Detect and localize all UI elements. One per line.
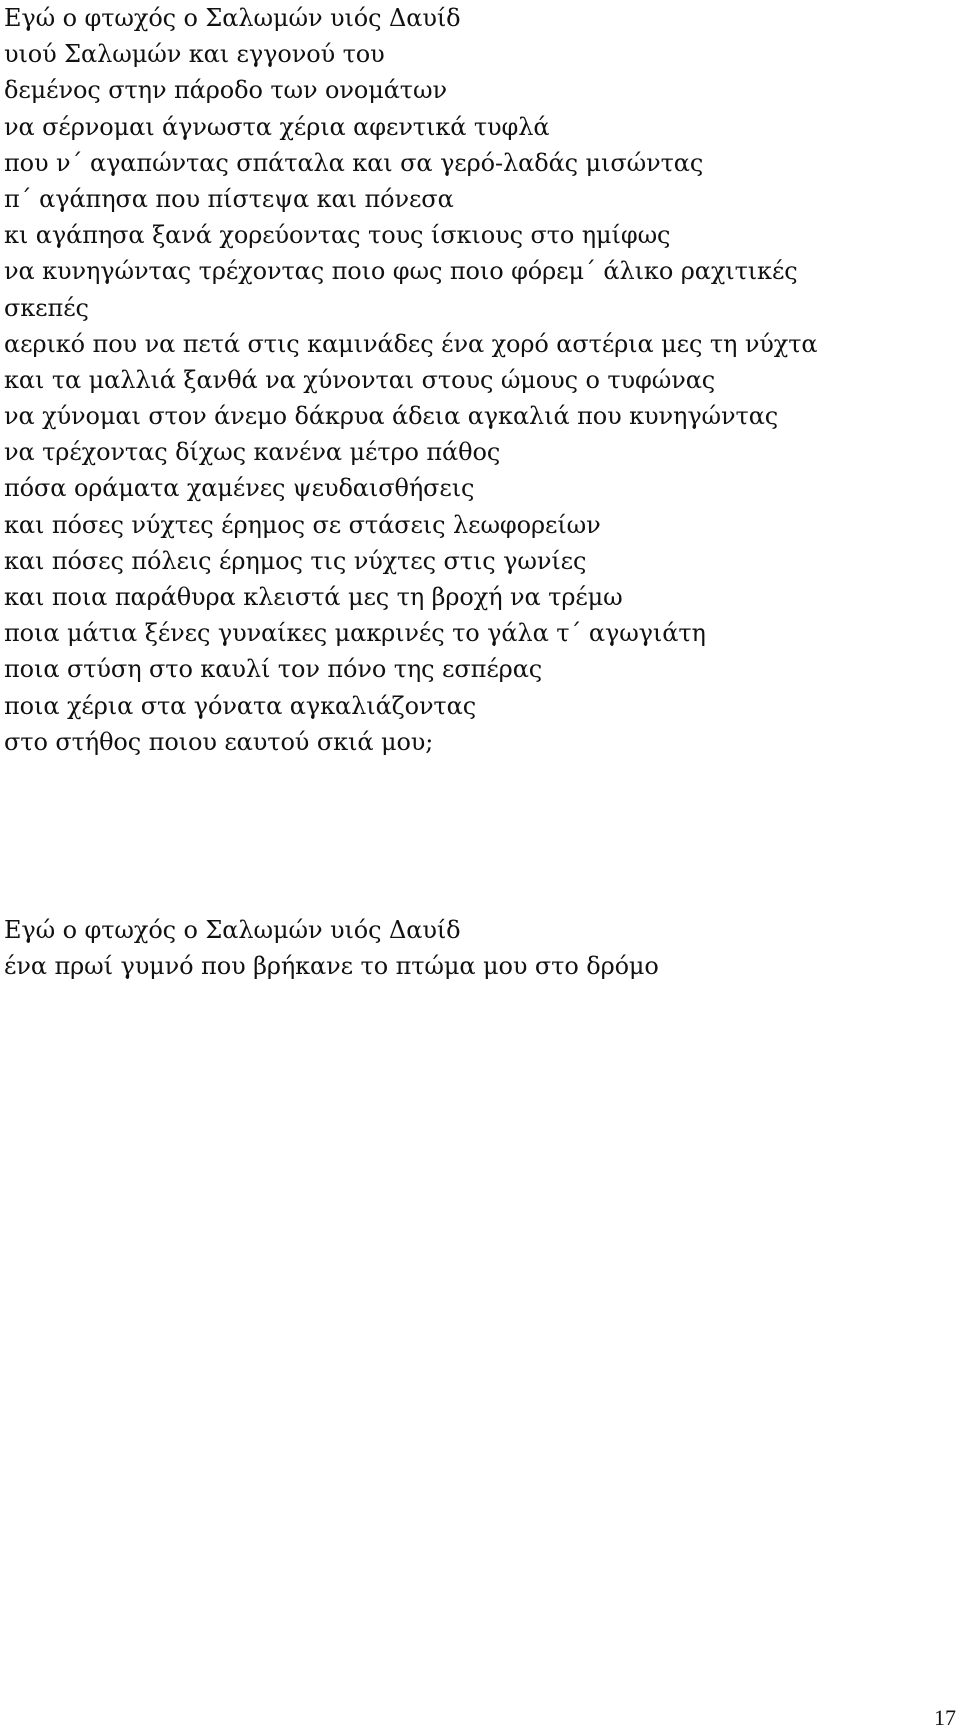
poem-stanza-2 <box>4 912 659 984</box>
poem-line: δεμένος στην πάροδο των ονομάτων <box>4 76 447 105</box>
page-number: 17 <box>934 1705 956 1730</box>
poem-line: που ν΄ αγαπώντας σπάταλα και σα γερό-λαδάς μισώντας <box>4 148 704 177</box>
poem-line: Εγώ ο φτωχός ο Σαλωμών υιός Δαυίδ <box>4 4 461 32</box>
poem-line: ποια στύση στο καυλί τον πόνο της εσπέρας <box>4 655 543 684</box>
poem-line: ποια μάτια ξένες γυναίκες μακρινές το γάλα τ΄ αγωγιάτη <box>4 619 706 648</box>
poem-line: να τρέχοντας δίχως κανένα μέτρο πάθος <box>4 438 501 467</box>
poem-line: κι αγάπησα ξανά χορεύοντας τους ίσκιους στο ημίφως <box>4 221 671 250</box>
poem-line: Εγώ ο φτωχός ο Σαλωμών υιός Δαυίδ <box>4 916 461 944</box>
poem-line: σκεπές <box>4 293 89 322</box>
poem-line: ποια χέρια στα γόνατα αγκαλιάζοντας <box>4 691 477 720</box>
poem-stanza-1 <box>4 0 818 760</box>
poem-line: και πόσες πόλεις έρημος τις νύχτες στις γωνίες <box>4 546 587 575</box>
poem-line: και ποια παράθυρα κλειστά μες τη βροχή να τρέμω <box>4 583 623 611</box>
poem-line: π΄ αγάπησα που πίστεψα και πόνεσα <box>4 184 454 213</box>
poem-line: και τα μαλλιά ξανθά να χύνονται στους ώμους ο τυφώνας <box>4 365 716 394</box>
poem-line: και πόσες νύχτες έρημος σε στάσεις λεωφορείων <box>4 510 601 539</box>
poem-line: αερικό που να πετά στις καμινάδες ένα χορό αστέρια μες τη νύχτα <box>4 329 818 358</box>
poem-line: να κυνηγώντας τρέχοντας ποιο φως ποιο φόρεμ΄ άλικο ραχιτικές <box>4 257 798 286</box>
poem-line: υιού Σαλωμών και εγγονού του <box>4 40 385 69</box>
poem-line: στο στήθος ποιου εαυτού σκιά μου; <box>4 727 434 756</box>
poem-line: να σέρνομαι άγνωστα χέρια αφεντικά τυφλά <box>4 112 550 141</box>
poem-line: πόσα οράματα χαμένες ψευδαισθήσεις <box>4 474 475 503</box>
poem-line: να χύνομαι στον άνεμο δάκρυα άδεια αγκαλιά που κυνηγώντας <box>4 402 779 431</box>
poem-line: ένα πρωί γυμνό που βρήκανε το πτώμα μου στο δρόμο <box>4 952 659 981</box>
